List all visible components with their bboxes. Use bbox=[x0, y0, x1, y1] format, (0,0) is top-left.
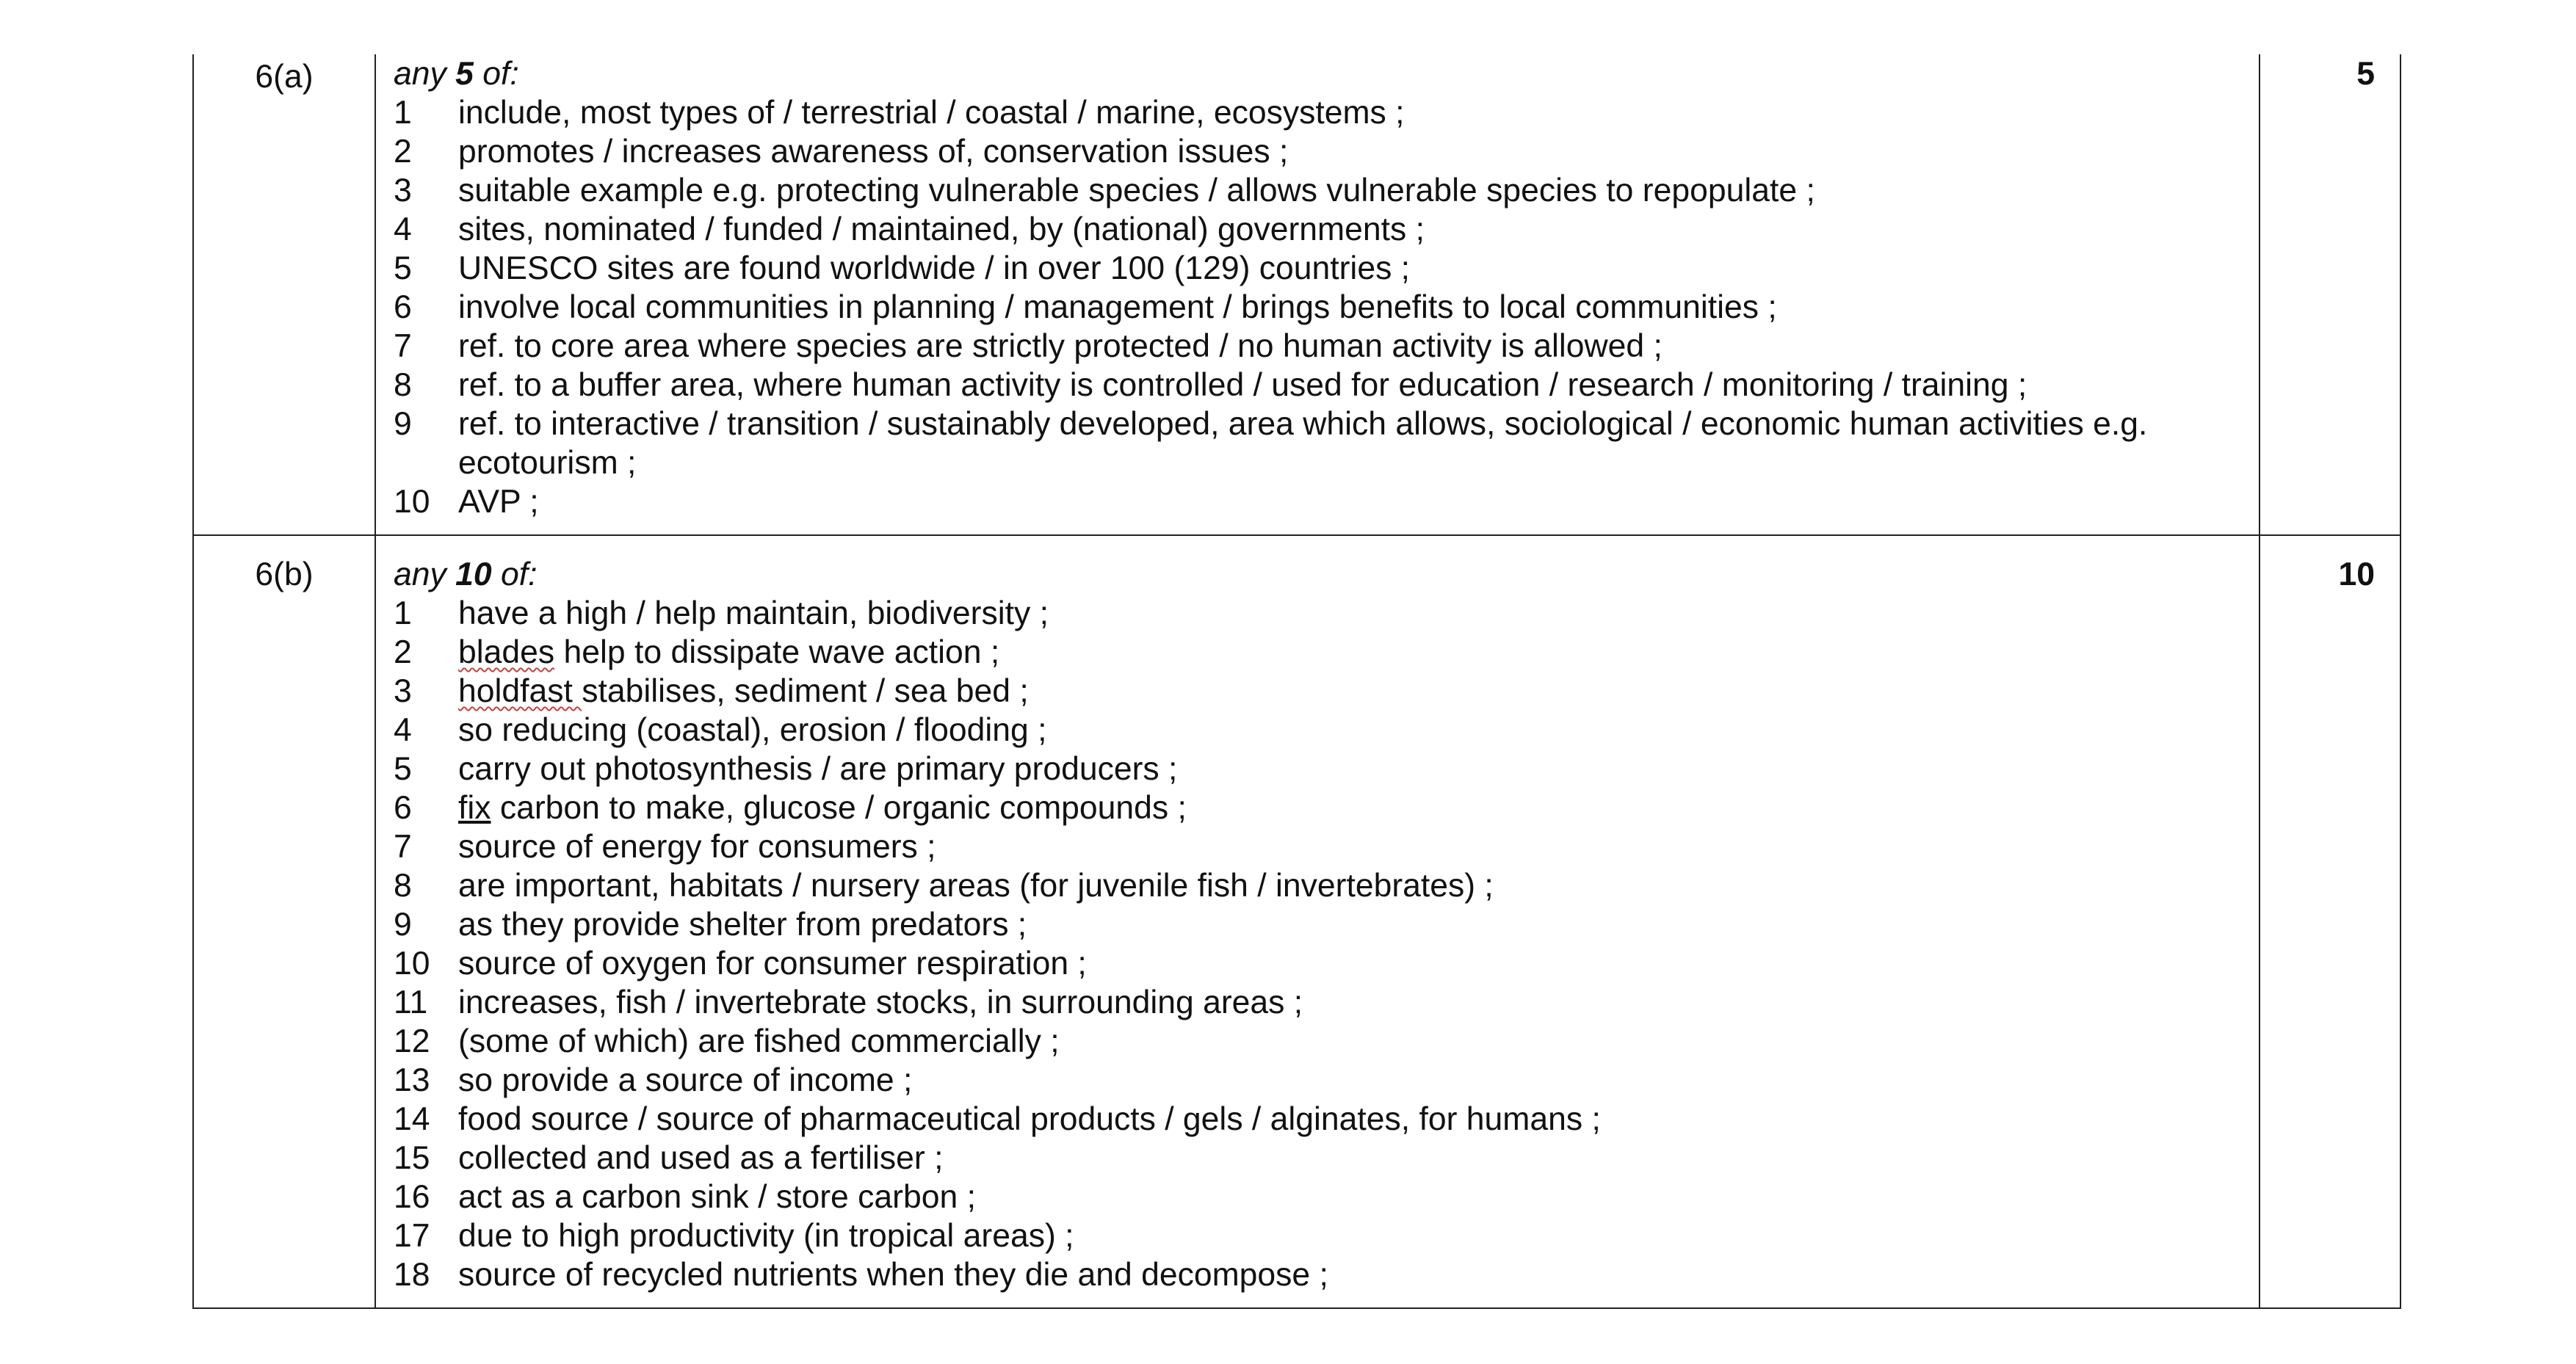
item-text bbox=[458, 1216, 2241, 1255]
item-text-body: involve local communities in planning / management / brings benefits to local communities ; bbox=[458, 289, 1777, 325]
item-number: 12 bbox=[394, 1023, 430, 1059]
item-text bbox=[458, 827, 2241, 866]
item-text-body: UNESCO sites are found worldwide / in over 100 (129) countries ; bbox=[458, 250, 1411, 286]
list-item bbox=[394, 672, 2241, 711]
item-text bbox=[458, 1255, 2241, 1294]
list-item bbox=[394, 288, 2241, 327]
list-item bbox=[394, 1216, 2241, 1255]
item-text bbox=[458, 711, 2241, 750]
item-text bbox=[458, 482, 2241, 521]
item-number: 7 bbox=[394, 328, 412, 364]
item-text bbox=[458, 1061, 2241, 1100]
item-number: 16 bbox=[394, 1179, 430, 1215]
item-number: 5 bbox=[394, 751, 412, 787]
list-item bbox=[394, 1100, 2241, 1139]
item-text bbox=[458, 672, 2241, 711]
item-text-body: are important, habitats / nursery areas (for juvenile fish / invertebrates) ; bbox=[458, 868, 1494, 904]
list-item bbox=[394, 944, 2241, 983]
list-item bbox=[394, 171, 2241, 210]
question-number: 6(b) bbox=[193, 535, 375, 1308]
list-item bbox=[394, 1061, 2241, 1100]
marks-value: 10 bbox=[2260, 535, 2400, 1308]
answer-intro: any 10 of: bbox=[394, 556, 538, 592]
item-text-body: food source / source of pharmaceutical products / gels / alginates, for humans ; bbox=[458, 1101, 1601, 1137]
list-item bbox=[394, 93, 2241, 132]
item-key-term: holdfast bbox=[458, 673, 582, 709]
item-text-body: ref. to core area where species are strictly protected / no human activity is allowed ; bbox=[458, 328, 1663, 364]
answer-list bbox=[394, 93, 2241, 521]
item-number: 6 bbox=[394, 790, 412, 826]
item-key-term: fix bbox=[458, 790, 491, 826]
mark-scheme-table bbox=[192, 54, 2401, 1309]
item-text bbox=[458, 405, 2241, 482]
question-row-6b bbox=[193, 535, 2400, 1308]
list-item bbox=[394, 1139, 2241, 1178]
item-text bbox=[458, 594, 2241, 633]
item-text-body: source of energy for consumers ; bbox=[458, 829, 936, 865]
item-text-body: source of recycled nutrients when they die and decompose ; bbox=[458, 1257, 1328, 1293]
item-text bbox=[458, 866, 2241, 905]
list-item bbox=[394, 366, 2241, 405]
item-text bbox=[458, 1139, 2241, 1178]
item-number: 10 bbox=[394, 946, 430, 982]
list-item bbox=[394, 866, 2241, 905]
list-item bbox=[394, 750, 2241, 788]
item-number: 3 bbox=[394, 673, 412, 709]
list-item bbox=[394, 594, 2241, 633]
item-text-body: stabilises, sediment / sea bed ; bbox=[582, 673, 1029, 709]
item-text-body: source of oxygen for consumer respiration ; bbox=[458, 946, 1087, 982]
marks-value: 5 bbox=[2260, 54, 2400, 535]
item-text bbox=[458, 944, 2241, 983]
item-text bbox=[458, 788, 2241, 827]
item-number: 9 bbox=[394, 907, 412, 943]
item-text bbox=[458, 983, 2241, 1022]
answer-cell bbox=[375, 54, 2260, 535]
item-text-body: increases, fish / invertebrate stocks, in surrounding areas ; bbox=[458, 984, 1303, 1020]
item-text bbox=[458, 171, 2241, 210]
list-item bbox=[394, 132, 2241, 171]
list-item bbox=[394, 788, 2241, 827]
list-item bbox=[394, 1255, 2241, 1294]
item-number: 8 bbox=[394, 868, 412, 904]
item-text bbox=[458, 750, 2241, 788]
item-number: 7 bbox=[394, 829, 412, 865]
item-number: 2 bbox=[394, 134, 412, 170]
item-text bbox=[458, 1022, 2241, 1061]
item-text-body: suitable example e.g. protecting vulnerable species / allows vulnerable species to repopulate ; bbox=[458, 173, 1815, 208]
item-key-term: blades bbox=[458, 634, 555, 670]
item-text bbox=[458, 288, 2241, 327]
item-text-body: promotes / increases awareness of, conservation issues ; bbox=[458, 134, 1289, 170]
list-item bbox=[394, 827, 2241, 866]
list-item bbox=[394, 1022, 2241, 1061]
item-text bbox=[458, 1178, 2241, 1216]
list-item bbox=[394, 711, 2241, 750]
item-text bbox=[458, 249, 2241, 288]
answer-list bbox=[394, 594, 2241, 1294]
list-item bbox=[394, 210, 2241, 249]
item-text bbox=[458, 633, 2241, 672]
item-number: 15 bbox=[394, 1140, 430, 1176]
item-number: 4 bbox=[394, 211, 412, 247]
item-text bbox=[458, 132, 2241, 171]
item-text-body: AVP ; bbox=[458, 484, 539, 520]
item-number: 13 bbox=[394, 1062, 430, 1098]
item-number: 9 bbox=[394, 406, 412, 442]
item-number: 1 bbox=[394, 595, 412, 631]
item-text-body: have a high / help maintain, biodiversity ; bbox=[458, 595, 1049, 631]
item-number: 6 bbox=[394, 289, 412, 325]
question-row-6a bbox=[193, 54, 2400, 535]
item-number: 3 bbox=[394, 173, 412, 208]
item-number: 1 bbox=[394, 95, 412, 131]
item-text bbox=[458, 905, 2241, 944]
item-number: 17 bbox=[394, 1218, 430, 1254]
item-number: 18 bbox=[394, 1257, 430, 1293]
item-text bbox=[458, 366, 2241, 405]
item-number: 5 bbox=[394, 250, 412, 286]
question-number: 6(a) bbox=[193, 54, 375, 535]
item-text bbox=[458, 210, 2241, 249]
item-text-body: act as a carbon sink / store carbon ; bbox=[458, 1179, 976, 1215]
item-text-body: ref. to interactive / transition / sustainably developed, area which allows, sociological / economic human activities e.g. ecotourism ; bbox=[458, 406, 2148, 481]
item-text bbox=[458, 1100, 2241, 1139]
list-item bbox=[394, 405, 2241, 482]
list-item bbox=[394, 633, 2241, 672]
item-text-body: include, most types of / terrestrial / coastal / marine, ecosystems ; bbox=[458, 95, 1405, 131]
item-number: 11 bbox=[394, 984, 428, 1020]
item-number: 8 bbox=[394, 367, 412, 403]
item-number: 10 bbox=[394, 484, 430, 520]
list-item bbox=[394, 905, 2241, 944]
item-text bbox=[458, 93, 2241, 132]
item-text-body: ref. to a buffer area, where human activity is controlled / used for education / research / monitoring / training ; bbox=[458, 367, 2027, 403]
item-number: 2 bbox=[394, 634, 412, 670]
list-item bbox=[394, 1178, 2241, 1216]
item-text-body: help to dissipate wave action ; bbox=[554, 634, 1000, 670]
item-text-body: collected and used as a fertiliser ; bbox=[458, 1140, 944, 1176]
item-text-body: due to high productivity (in tropical areas) ; bbox=[458, 1218, 1074, 1254]
item-text-body: sites, nominated / funded / maintained, by (national) governments ; bbox=[458, 211, 1425, 247]
list-item bbox=[394, 983, 2241, 1022]
item-text-body: (some of which) are fished commercially ; bbox=[458, 1023, 1060, 1059]
answer-intro: any 5 of: bbox=[394, 56, 519, 92]
item-number: 4 bbox=[394, 712, 412, 748]
answer-cell bbox=[375, 535, 2260, 1308]
list-item bbox=[394, 482, 2241, 521]
item-text-body: carry out photosynthesis / are primary producers ; bbox=[458, 751, 1178, 787]
item-text-body: carbon to make, glucose / organic compounds ; bbox=[491, 790, 1187, 826]
list-item bbox=[394, 249, 2241, 288]
list-item bbox=[394, 327, 2241, 366]
item-text bbox=[458, 327, 2241, 366]
item-text-body: so provide a source of income ; bbox=[458, 1062, 913, 1098]
item-text-body: as they provide shelter from predators ; bbox=[458, 907, 1027, 943]
item-number: 14 bbox=[394, 1101, 430, 1137]
item-text-body: so reducing (coastal), erosion / flooding ; bbox=[458, 712, 1047, 748]
